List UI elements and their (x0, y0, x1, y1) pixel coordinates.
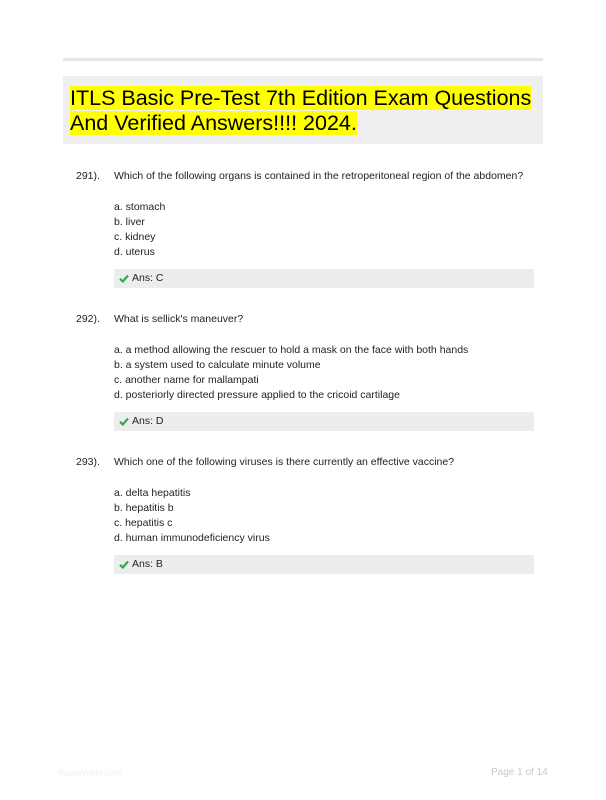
option-b: b. liver (114, 216, 145, 228)
question-number: 293). (76, 456, 100, 468)
question-number: 292). (76, 313, 100, 325)
answer-box (114, 269, 534, 288)
option-a: a. a method allowing the rescuer to hold a mask on the face with both hands (114, 344, 469, 356)
title-line-2: And Verified Answers!!!! 2024. (70, 111, 357, 135)
answer-text: Ans: B (132, 558, 163, 570)
page-title (70, 86, 531, 136)
question-text: Which one of the following viruses is there currently an effective vaccine? (114, 456, 455, 468)
question-text: Which of the following organs is contained in the retroperitoneal region of the abdomen? (114, 170, 524, 182)
title-line-1: ITLS Basic Pre-Test 7th Edition Exam Questions (70, 86, 532, 110)
question-text: What is sellick's maneuver? (114, 313, 244, 325)
page-number: Page 1 of 14 (491, 767, 548, 778)
checkmark-icon (119, 417, 129, 426)
options-list (114, 343, 468, 403)
answer-text: Ans: D (132, 415, 164, 427)
option-b: b. hepatitis b (114, 502, 174, 514)
option-c: c. hepatitis c (114, 517, 173, 529)
option-c: c. another name for mallampati (114, 374, 259, 386)
top-divider (63, 58, 543, 61)
checkmark-icon (119, 274, 129, 283)
checkmark-icon (119, 560, 129, 569)
option-d: d. uterus (114, 246, 155, 258)
question-number: 291). (76, 170, 100, 182)
answer-text: Ans: C (132, 272, 164, 284)
answer-box (114, 412, 534, 431)
answer-box (114, 555, 534, 574)
footer-watermark: PaperWebr.com (58, 768, 123, 778)
option-a: a. stomach (114, 201, 166, 213)
option-c: c. kidney (114, 231, 156, 243)
options-list (114, 200, 165, 260)
option-d: d. posteriorly directed pressure applied to the cricoid cartilage (114, 389, 400, 401)
title-box (63, 76, 543, 144)
option-a: a. delta hepatitis (114, 487, 191, 499)
options-list (114, 486, 270, 546)
option-d: d. human immunodeficiency virus (114, 532, 270, 544)
option-b: b. a system used to calculate minute volume (114, 359, 321, 371)
